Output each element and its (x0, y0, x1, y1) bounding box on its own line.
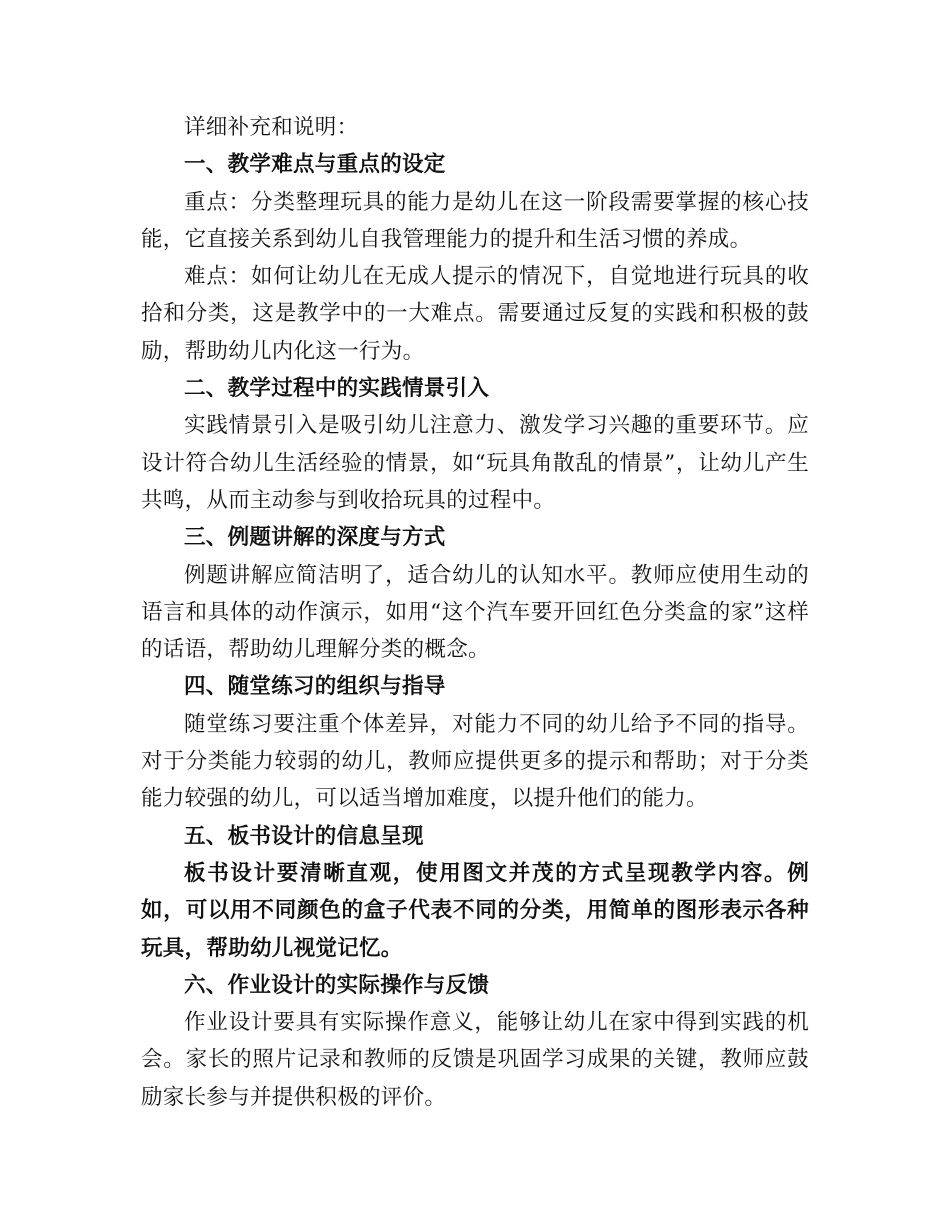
section-1-paragraph-2: 难点：如何让幼儿在无成人提示的情况下，自觉地进行玩具的收拾和分类，这是教学中的一大难点。需要通过反复的实践和积极的鼓励，帮助幼儿内化这一行为。 (141, 264, 809, 364)
section-6-heading: 六、作业设计的实际操作与反馈 (184, 972, 490, 998)
intro-paragraph: 详细补充和说明： (184, 115, 359, 140)
document-body (141, 109, 809, 1116)
section-6-paragraph-1: 作业设计要具有实际操作意义，能够让幼儿在家中得到实践的机会。家长的照片记录和教师的反馈是巩固学习成果的关键，教师应鼓励家长参与并提供积极的评价。 (141, 1010, 809, 1110)
section-4-heading: 四、随堂练习的组织与指导 (184, 674, 446, 700)
section-1-paragraph-1: 重点：分类整理玩具的能力是幼儿在这一阶段需要掌握的核心技能，它直接关系到幼儿自我管理能力的提升和生活习惯的养成。 (141, 189, 809, 252)
section-3-paragraph-1: 例题讲解应简洁明了，适合幼儿的认知水平。教师应使用生动的语言和具体的动作演示，如用“这个汽车要开回红色分类盒的家”这样的话语，帮助幼儿理解分类的概念。 (141, 562, 809, 663)
section-3-heading: 三、例题讲解的深度与方式 (184, 525, 446, 551)
section-2-paragraph-1: 实践情景引入是吸引幼儿注意力、激发学习兴趣的重要环节。应设计符合幼儿生活经验的情景，如“玩具角散乱的情景”，让幼儿产生共鸣，从而主动参与到收拾玩具的过程中。 (141, 413, 809, 513)
section-5-paragraph-1: 板书设计要清晰直观，使用图文并茂的方式呈现教学内容。例如，可以用不同颜色的盒子代表不同的分类，用简单的图形表示各种玩具，帮助幼儿视觉记忆。 (141, 860, 809, 961)
section-2-heading: 二、教学过程中的实践情景引入 (184, 376, 490, 402)
section-5-heading: 五、板书设计的信息呈现 (184, 823, 424, 849)
section-4-paragraph-1: 随堂练习要注重个体差异，对能力不同的幼儿给予不同的指导。对于分类能力较弱的幼儿，教师应提供更多的提示和帮助；对于分类能力较强的幼儿，可以适当增加难度，以提升他们的能力。 (141, 711, 809, 812)
section-1-heading: 一、教学难点与重点的设定 (184, 152, 446, 178)
